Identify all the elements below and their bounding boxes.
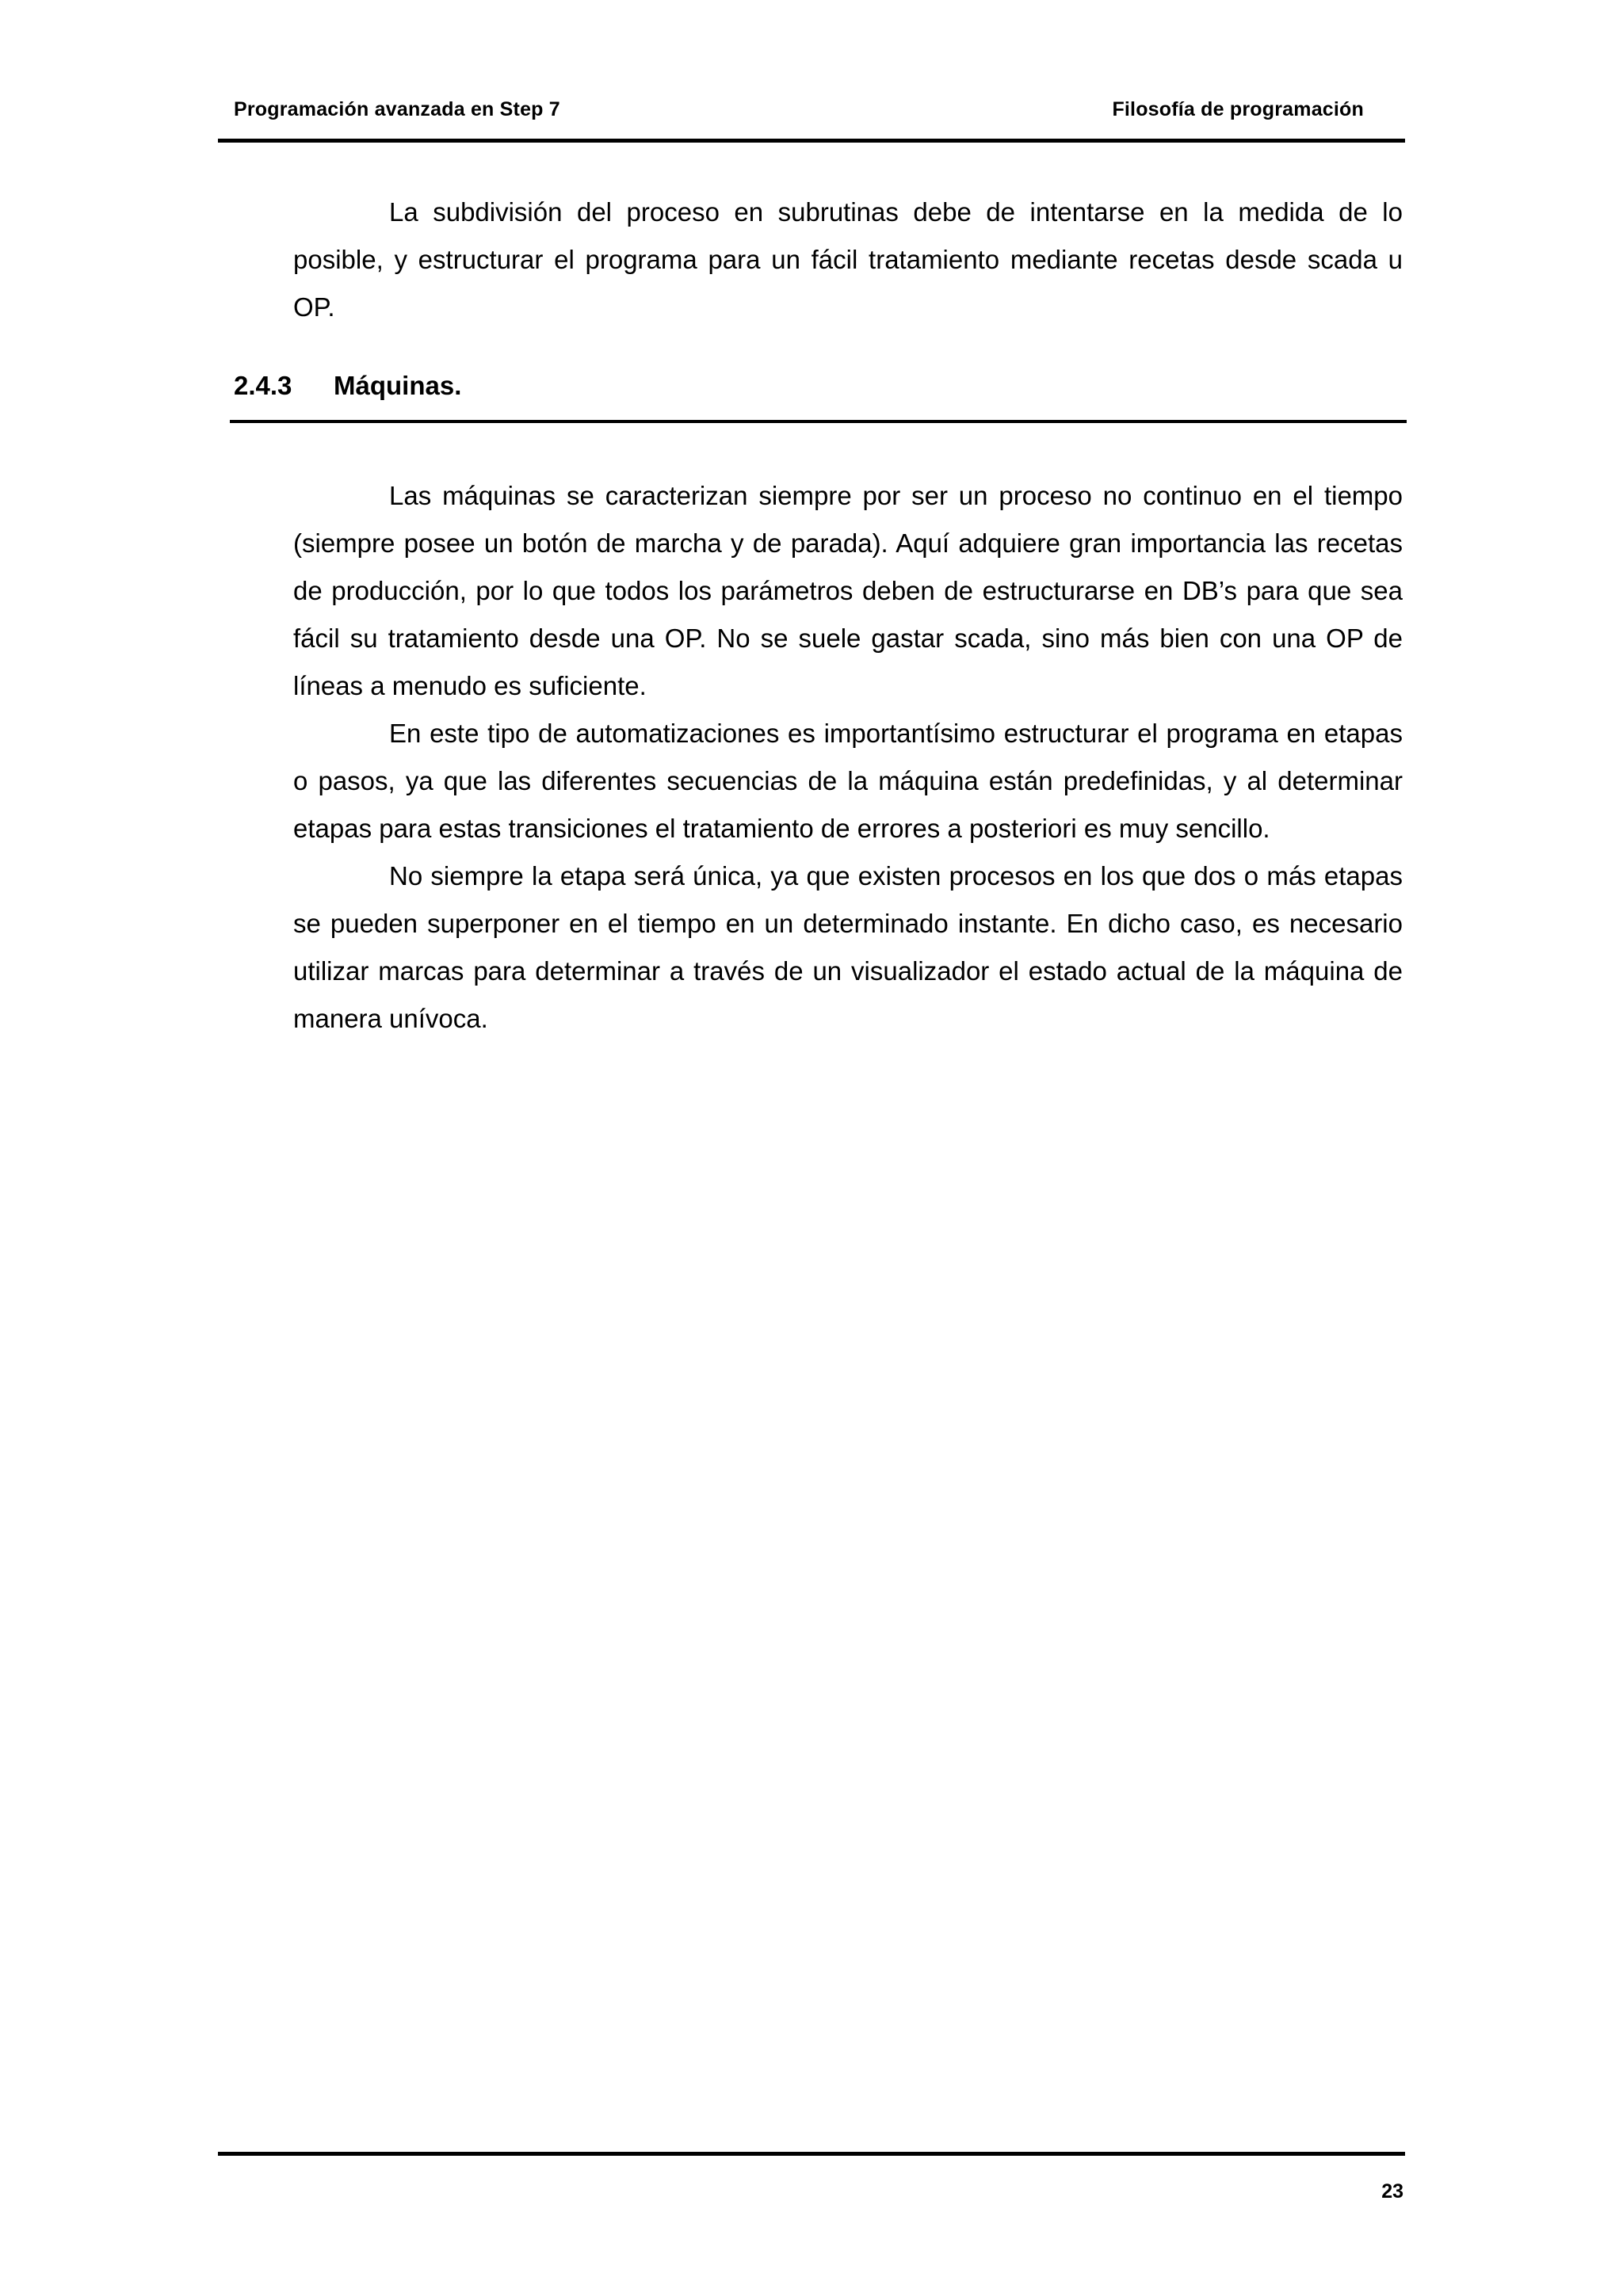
body-paragraph-3: No siempre la etapa será única, ya que existen procesos en los que dos o más etapas se pueden superponer en el tiempo en un determinado instante. En dicho caso, es necesario utilizar marcas para determinar a través de un visualizador el estado actual de la máquina de manera unívoca. — [293, 861, 1403, 1033]
page-header — [218, 95, 1405, 143]
header-document-title: Programación avanzada en Step 7 — [234, 98, 560, 120]
intro-paragraph: La subdivisión del proceso en subrutinas debe de intentarse en la medida de lo posible, y estructurar el programa para un fácil tratamiento mediante recetas desde scada u OP. — [293, 197, 1403, 322]
body-paragraph-1: Las máquinas se caracterizan siempre por ser un proceso no continuo en el tiempo (siempre posee un botón de marcha y de parada). Aquí adquiere gran importancia las recetas de producción, por lo que todos los parámetros deben de estructurarse en DB’s para que sea fácil su tratamiento desde una OP. No se suele gastar scada, sino más bien con una OP de líneas a menudo es suficiente. — [293, 481, 1403, 700]
section-number: 2.4.3 — [234, 371, 292, 400]
section-heading — [234, 366, 461, 406]
header-divider — [218, 139, 1405, 143]
footer-divider — [218, 2152, 1405, 2156]
page-number: 23 — [1381, 2180, 1403, 2203]
header-chapter-title: Filosofía de programación — [1112, 98, 1364, 120]
section-body — [293, 472, 1403, 1043]
section-title: Máquinas. — [334, 371, 462, 400]
intro-section — [293, 189, 1403, 331]
section-divider — [230, 420, 1407, 423]
body-paragraph-2: En este tipo de automatizaciones es importantísimo estructurar el programa en etapas o pasos, ya que las diferentes secuencias de la máquina están predefinidas, y al determinar etapas para estas transiciones el tratamiento de errores a posteriori es muy sencillo. — [293, 719, 1403, 843]
